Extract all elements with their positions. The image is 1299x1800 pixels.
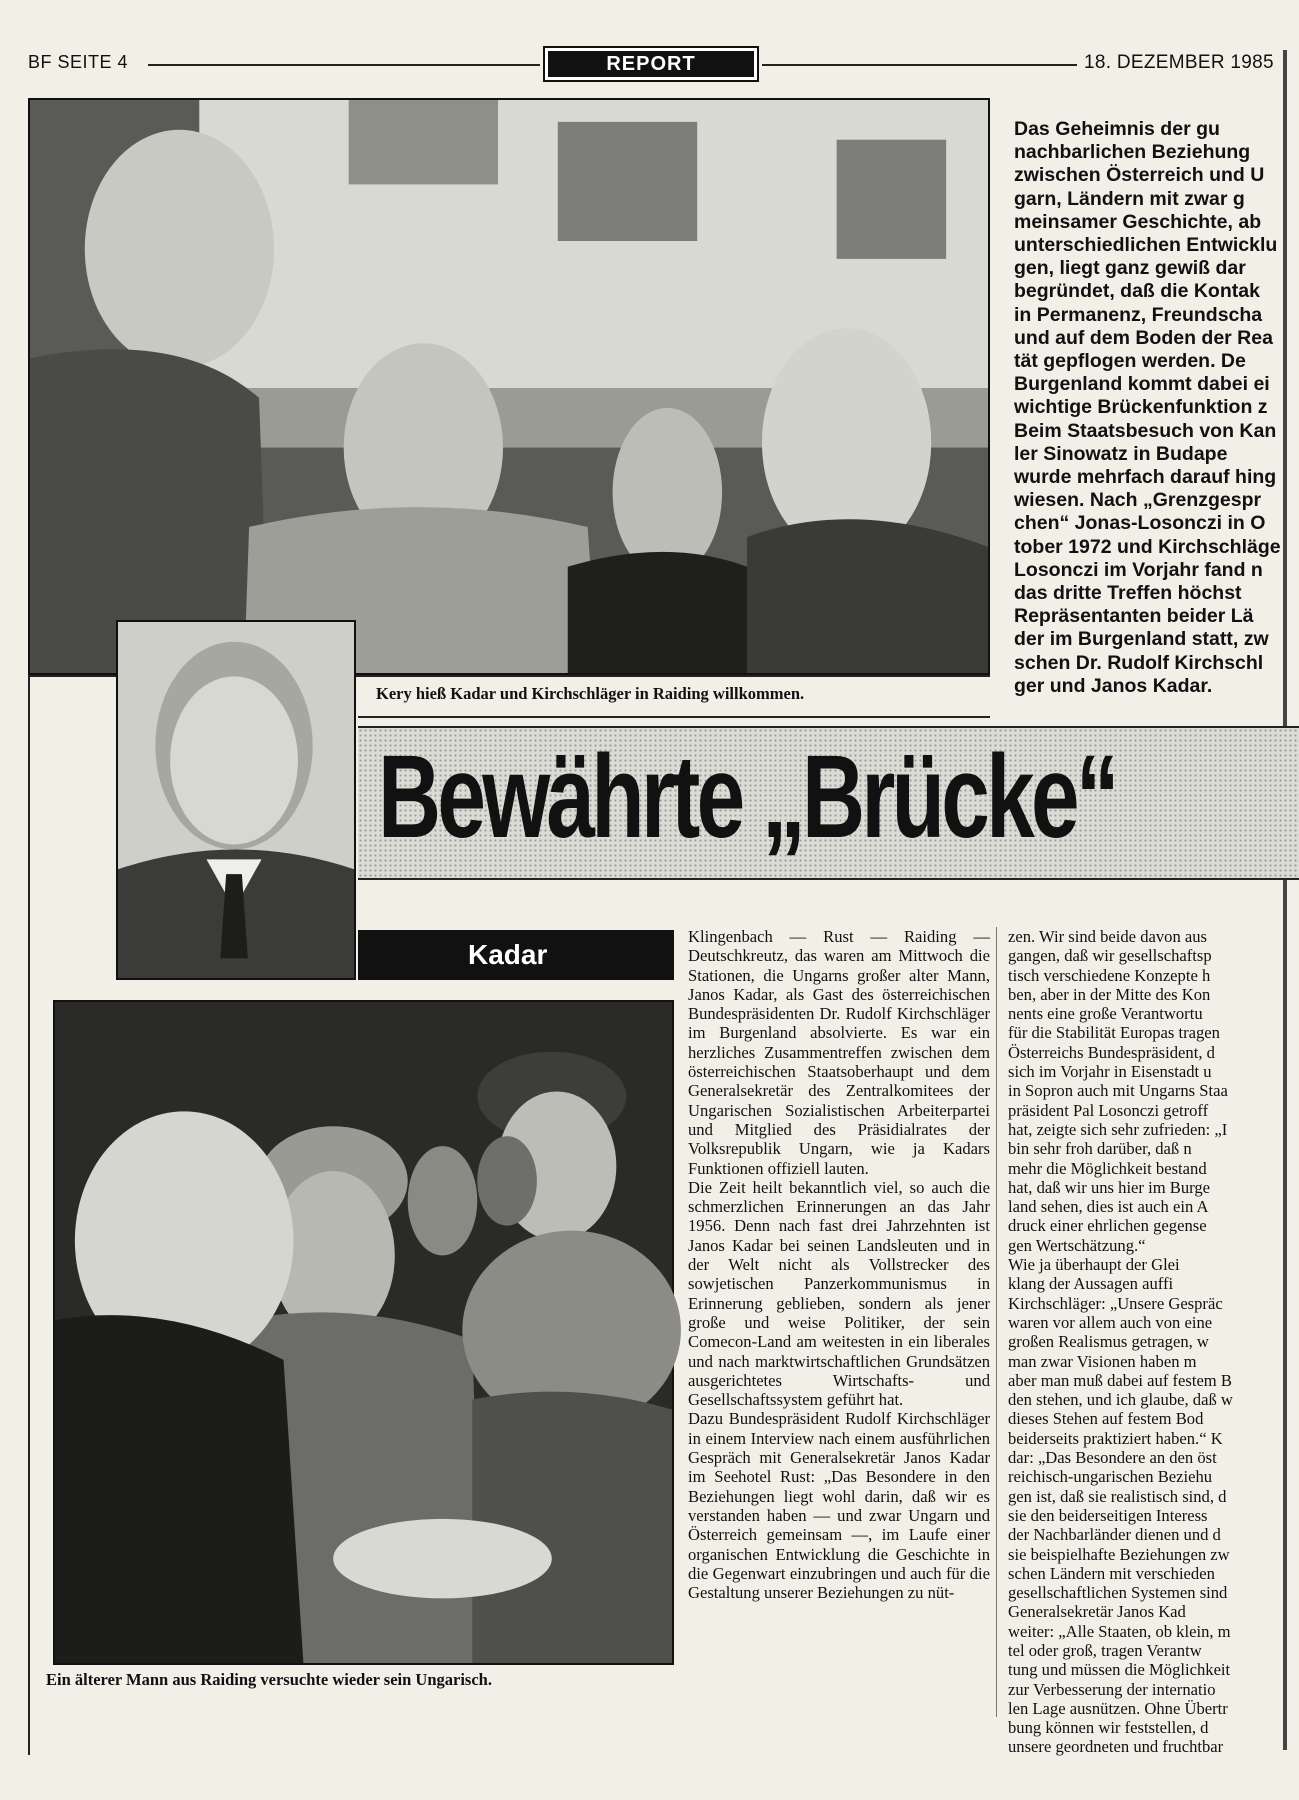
portrait-photo (116, 620, 356, 980)
bottom-photo-image (55, 1002, 672, 1663)
header-rule-left (148, 64, 540, 66)
frame-rule-left (28, 675, 30, 1755)
issue-date: 18. DEZEMBER 1985 (1084, 52, 1274, 73)
frame-rule-caption (358, 716, 990, 718)
bottom-photo-caption: Ein älterer Mann aus Raiding versuchte wieder sein Ungarisch. (46, 1670, 492, 1689)
section-label-box (543, 46, 759, 82)
bottom-photo (53, 1000, 674, 1665)
portrait-label: Kadar (358, 930, 674, 980)
column-divider (996, 927, 997, 1717)
page-number: BF SEITE 4 (28, 52, 129, 72)
intro-text: Das Geheimnis der gu nachbarlichen Beziehung zwischen Österreich und U garn, Ländern mit zwar g meinsamer Geschichte, ab unterschiedlichen Entwicklu gen, liegt ganz gewiß dar begründet, daß die Kontak in Permanenz, Freundscha und auf dem Boden der Rea tät gepflogen werden. De Burgenland kommt dabei ei wichtige Brückenfunktion z Beim Staatsbesuch von Kan ler Sinowatz in Budape wurde mehrfach darauf hing wiesen. Nach „Grenzgespr chen“ Jonas-Losonczi in O tober 1972 und Kirchschläge Losonczi im Vorjahr fand n das dritte Treffen höchst Repräsentanten beider Lä der im Burgenland statt, zw schen Dr. Rudolf Kirchschl ger und Janos Kadar. (1014, 118, 1281, 697)
top-photo-caption: Kery hieß Kadar und Kirchschläger in Raiding willkommen. (376, 684, 805, 703)
body-column-2: zen. Wir sind beide davon aus gangen, daß wir gesellschaftsp tisch verschiedene Konzepte h ben, aber in der Mitte des Kon nents eine große Verantwortu für die Stabilität Europas tragen Österreichs Bundespräsident, d sich im Vorjahr in Eisenstadt u in Sopron auch mit Ungarns Staa präsident Pal Losonczi getroff hat, zeigte sich sehr zufrieden: „I bin sehr froh darüber, daß n mehr die Möglichkeit bestand hat, daß wir uns hier im Burge land sehen, dies ist auch ein A druck einer ehrlichen gegense gen Wertschätzung.“ Wie ja überhaupt der Glei klang der Aussagen auffi Kirchschläger: „Unsere Gespräc waren vor allem auch von eine großen Realismus getragen, w man zwar Visionen haben m aber man muß dabei auf festem B den stehen, und ich glaube, daß w dieses Stehen auf festem Bod beiderseits praktiziert haben.“ K dar: „Das Besondere an den öst reichisch-ungarischen Beziehu gen ist, daß sie realistisch sind, d sie den beiderseitigen Interess der Nachbarländer dienen und d sie beispielhafte Beziehungen zw schen Ländern mit verschieden gesellschaftlichen Systemen sind Generalsekretär Janos Kad weiter: „Alle Staaten, ob klein, m tel oder groß, tragen Verantw tung und müssen die Möglichkeit zur Verbesserung der internatio len Lage ausnützen. Ohne Übertr bung können wir feststellen, d unsere geordneten und fruchtbar (1008, 927, 1233, 1757)
body-column-1: Klingenbach — Rust — Raiding — Deutschkreutz, das waren am Mittwoch die Stationen, die Ungarns großer alter Mann, Janos Kadar, als Gast des österreichischen Bundespräsidenten Dr. Rudolf Kirchschläger im Burgenland absolvierte. Es war ein herzliches Zusammentreffen zwischen dem österreichischen Staatsoberhaupt und dem Generalsekretär des Zentralkomitees der Ungarischen Sozialistischen Arbeiterpartei und Mitglied des Präsidialrates der Volksrepublik Ungarn, wie ja Kadars Funktionen offiziell lauten. Die Zeit heilt bekanntlich viel, so auch die schmerzlichen Erinnerungen an das Jahr 1956. Denn nach fast drei Jahrzehnten ist Janos Kadar bei seinen Landsleuten und in der Welt nicht als Vollstrecker des sowjetischen Panzerkommunismus in Erinnerung geblieben, sondern als jener große und weise Politiker, der sein Comecon-Land am weitesten in ein liberales und nach marktwirtschaftlichen Grundsätzen ausgerichtetes Wirtschafts- und Gesellschaftssystem geführt hat. Dazu Bundespräsident Rudolf Kirchschläger in einem Interview nach einem ausführlichen Gespräch mit Generalsekretär Janos Kadar im Seehotel Rust: „Das Besondere in den Beziehungen liegt wohl darin, daß wir es verstanden haben — und zwar Ungarn und Österreich gemeinsam —, im Laufe einer organischen Entwicklung die Geschichte in die Gegenwart einzubringen und auch für die Gestaltung unserer Beziehungen zu nüt- (688, 927, 990, 1603)
header-rule-right (762, 64, 1077, 66)
section-label: REPORT (548, 51, 754, 77)
headline: Bewährte „Brücke“ (378, 731, 1116, 863)
top-photo (28, 98, 990, 675)
portrait-image (118, 622, 354, 978)
top-photo-image (30, 100, 988, 673)
